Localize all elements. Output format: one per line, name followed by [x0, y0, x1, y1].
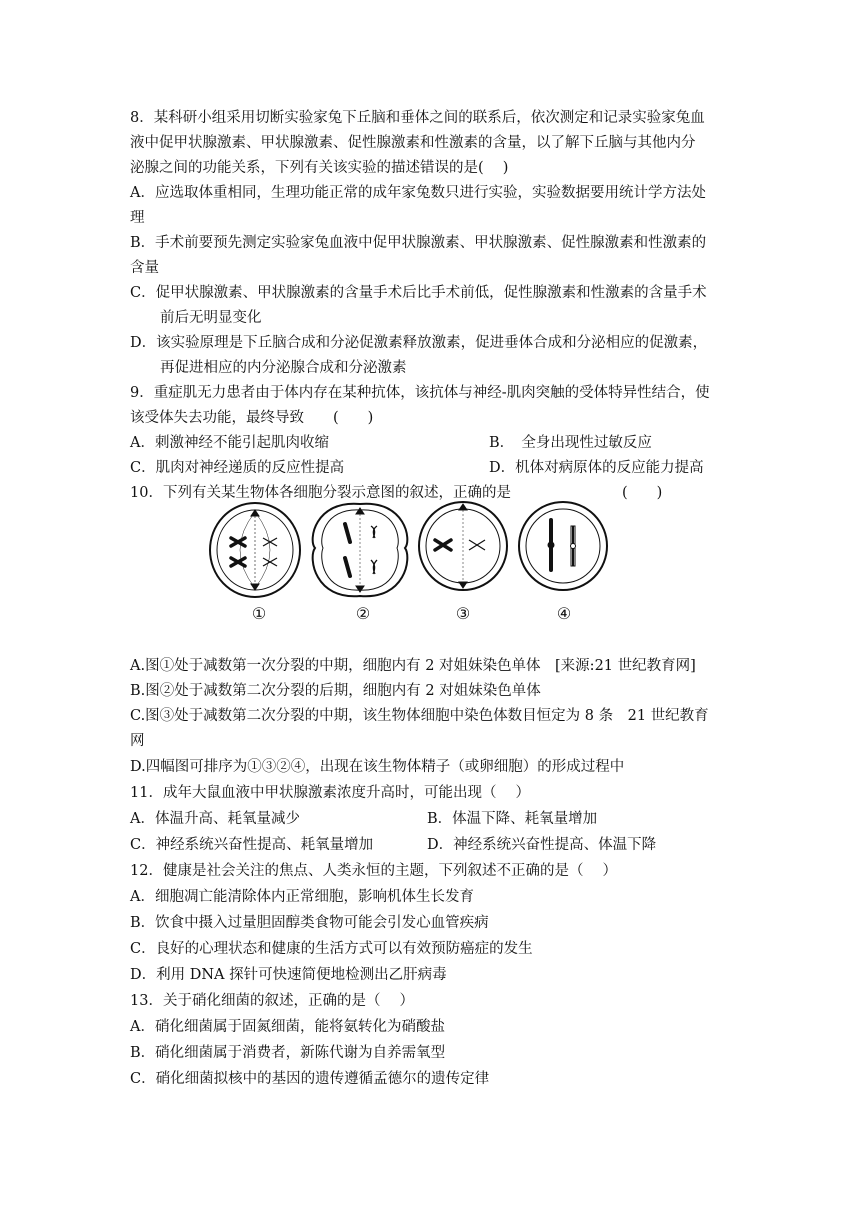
- q8-stem-line-3: 泌腺之间的功能关系，下列有关该实验的描述错误的是( ): [130, 160, 509, 176]
- figure-label-2: ②: [355, 604, 371, 623]
- cell-division-diagram: [205, 500, 625, 610]
- q9-option-c: C．肌肉对神经递质的反应性提高: [130, 460, 345, 476]
- q11-option-d: D．神经系统兴奋性提高、体温下降: [427, 837, 657, 853]
- q9-stem-line-2: 该受体失去功能，最终导致 ( ): [130, 410, 374, 426]
- q11-option-c: C．神经系统兴奋性提高、耗氧量增加: [130, 837, 374, 853]
- q10-option-b: B.图②处于减数第二次分裂的后期，细胞内有 2 对姐妹染色单体: [130, 683, 541, 699]
- q9-option-d: D．机体对病原体的反应能力提高: [489, 460, 704, 476]
- q12-stem: 12．健康是社会关注的焦点、人类永恒的主题，下列叙述不正确的是（ ）: [130, 863, 618, 879]
- q13-stem: 13．关于硝化细菌的叙述，正确的是（ ）: [130, 993, 415, 1009]
- q11-option-a: A．体温升高、耗氧量减少: [130, 811, 300, 827]
- figure-3-cell: [419, 502, 507, 590]
- q13-option-b: B．硝化细菌属于消费者，新陈代谢为自养需氧型: [130, 1045, 446, 1061]
- q13-option-c: C．硝化细菌拟核中的基因的遗传遵循孟德尔的遗传定律: [130, 1071, 490, 1087]
- q8-option-c: C．促甲状腺激素、甲状腺激素的含量手术后比手术前低，促性腺激素和性激素的含量手术: [130, 285, 707, 301]
- q10-option-d: D.四幅图可排序为①③②④，出现在该生物体精子（或卵细胞）的形成过程中: [130, 759, 625, 775]
- figure-1-cell: [210, 503, 300, 597]
- figure-4-cell: [519, 502, 607, 590]
- q10-option-a: A.图①处于减数第一次分裂的中期，细胞内有 2 对姐妹染色单体 [来源:21 世纪教育网]: [130, 658, 696, 674]
- q8-stem-line-2: 液中促甲状腺激素、甲状腺激素、促性腺激素和性激素的含量，以了解下丘脑与其他内分: [130, 135, 696, 151]
- q10-stem: 10．下列有关某生物体各细胞分裂示意图的叙述，正确的是: [130, 485, 511, 501]
- q9-stem-line-1: 9．重症肌无力患者由于体内存在某种抗体，该抗体与神经-肌肉突触的受体特异性结合，使: [130, 385, 710, 401]
- q12-option-c: C．良好的心理状态和健康的生活方式可以有效预防癌症的发生: [130, 941, 533, 957]
- q11-option-b: B．体温下降、耗氧量增加: [427, 811, 598, 827]
- q9-option-a: A．刺激神经不能引起肌肉收缩: [130, 435, 329, 451]
- q8-option-a: A．应选取体重相同，生理功能正常的成年家兔数只进行实验，实验数据要用统计学方法处: [130, 185, 706, 201]
- q11-stem: 11．成年大鼠血液中甲状腺激素浓度升高时，可能出现（ ）: [130, 785, 531, 801]
- figure-label-1: ①: [251, 604, 267, 623]
- figure-2-cell: [313, 504, 408, 597]
- figure-label-3: ③: [455, 604, 471, 623]
- q8-option-b: B．手术前要预先测定实验家兔血液中促甲状腺激素、甲状腺激素、促性腺激素和性激素的: [130, 235, 707, 251]
- q8-option-d: D．该实验原理是下丘脑合成和分泌促激素释放激素，促进垂体合成和分泌相应的促激素，: [130, 335, 708, 351]
- figure-label-4: ④: [556, 604, 572, 623]
- q8-option-a-cont: 理: [130, 210, 145, 226]
- q13-option-a: A．硝化细菌属于固氮细菌，能将氨转化为硝酸盐: [130, 1019, 445, 1035]
- q10-answer-paren: ( ): [622, 485, 663, 501]
- q8-option-c-cont: 前后无明显变化: [160, 310, 262, 326]
- q10-option-c: C.图③处于减数第二次分裂的中期，该生物体细胞中染色体数目恒定为 8 条 21 世纪教育: [130, 708, 709, 724]
- q8-option-b-cont: 含量: [130, 260, 159, 276]
- q12-option-a: A．细胞凋亡能清除体内正常细胞，影响机体生长发育: [130, 889, 474, 905]
- q8-stem-line-1: 8．某科研小组采用切断实验家兔下丘脑和垂体之间的联系后，依次测定和记录实验家兔血: [130, 110, 705, 126]
- q12-option-d: D．利用 DNA 探针可快速简便地检测出乙肝病毒: [130, 967, 447, 983]
- q8-option-d-cont: 再促进相应的内分泌腺合成和分泌激素: [160, 360, 407, 376]
- q12-option-b: B．饮食中摄入过量胆固醇类食物可能会引发心血管疾病: [130, 915, 489, 931]
- q10-option-c-cont: 网: [130, 733, 145, 749]
- q9-option-b: B． 全身出现性过敏反应: [489, 435, 652, 451]
